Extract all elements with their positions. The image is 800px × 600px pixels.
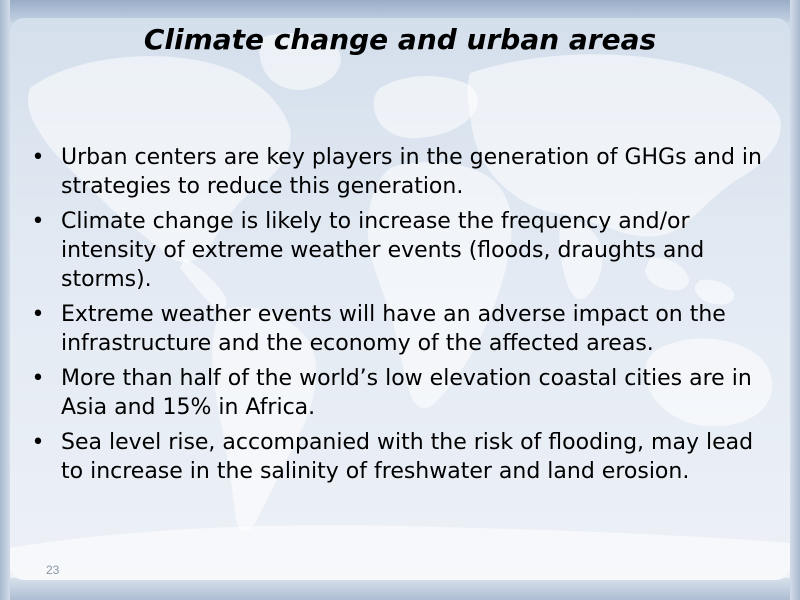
bullet-dot-icon: • xyxy=(31,430,45,455)
bullet-dot-icon: • xyxy=(31,209,45,234)
frame-left xyxy=(0,0,10,600)
slide-number: 23 xyxy=(46,563,60,577)
list-item xyxy=(28,143,780,201)
bullet-text: Sea level rise, accompanied with the risk of flooding, may lead to increase in the salinity of freshwater and land erosion. xyxy=(61,430,754,484)
list-item xyxy=(28,364,780,422)
bullet-dot-icon: • xyxy=(31,302,45,327)
bullet-list xyxy=(28,143,780,492)
bullet-text: Extreme weather events will have an adverse impact on the infrastructure and the economy of the affected areas. xyxy=(61,302,726,356)
bullet-text: More than half of the world’s low elevation coastal cities are in Asia and 15% in Africa. xyxy=(61,366,752,420)
frame-right xyxy=(790,0,800,600)
list-item xyxy=(28,428,780,486)
frame-bottom xyxy=(0,578,800,600)
bullet-text: Urban centers are key players in the generation of GHGs and in strategies to reduce this generation. xyxy=(61,145,762,199)
bullet-dot-icon: • xyxy=(31,145,45,170)
bullet-text: Climate change is likely to increase the frequency and/or intensity of extreme weather events (floods, draughts and storms). xyxy=(61,209,705,292)
slide-title: Climate change and urban areas xyxy=(143,23,657,56)
list-item xyxy=(28,300,780,358)
bullet-dot-icon: • xyxy=(31,366,45,391)
list-item xyxy=(28,207,780,294)
